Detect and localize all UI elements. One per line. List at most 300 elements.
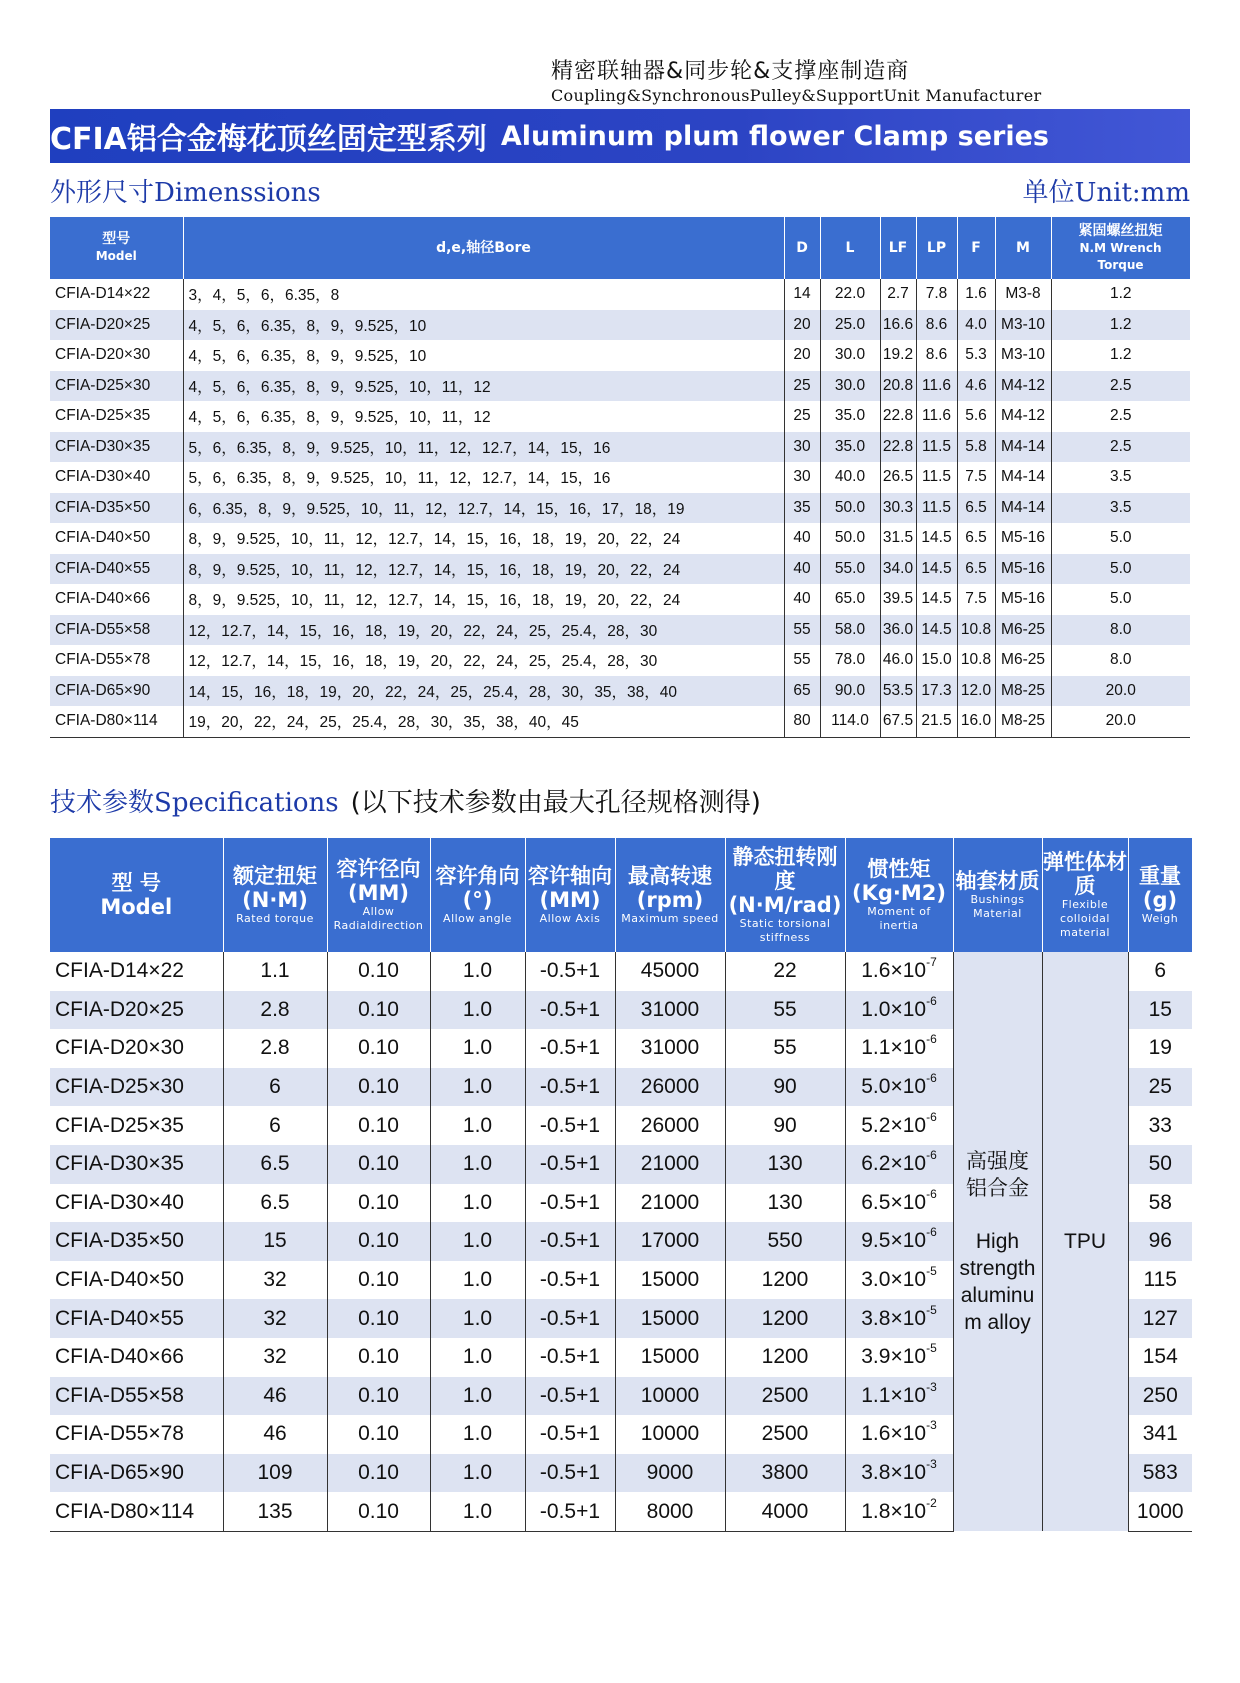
- rated-torque-cell: 32: [223, 1261, 327, 1300]
- stiffness-cell: 4000: [725, 1492, 845, 1531]
- d-cell: 80: [784, 706, 820, 737]
- company-name-cn: 精密联轴器&同步轮&支撑座制造商: [551, 59, 910, 84]
- model-cell: CFIA-D20×25: [50, 991, 223, 1030]
- rated-torque-cell: 2.8: [223, 1029, 327, 1068]
- company-tagline: [551, 58, 1071, 106]
- header-F: F: [957, 217, 995, 279]
- f-cell: 4.6: [957, 371, 995, 402]
- wrench-torque-cell: 1.2: [1051, 310, 1190, 341]
- elastomer-material-cell: TPU: [1042, 952, 1128, 1531]
- stiffness-cell: 550: [725, 1222, 845, 1261]
- inertia-exponent: -5: [926, 1264, 937, 1279]
- lf-cell: 36.0: [880, 615, 916, 646]
- stiffness-cell: 2500: [725, 1415, 845, 1454]
- model-cell: CFIA-D14×22: [50, 279, 183, 310]
- radial-cell: 0.10: [327, 1377, 430, 1416]
- inertia-cell: [845, 1415, 953, 1454]
- model-cell: CFIA-D20×30: [50, 1029, 223, 1068]
- lf-cell: 39.5: [880, 584, 916, 615]
- axial-cell: -0.5+1: [525, 1222, 615, 1261]
- weight-cell: 50: [1128, 1145, 1192, 1184]
- lf-cell: 53.5: [880, 676, 916, 707]
- stiffness-cell: 22: [725, 952, 845, 991]
- inertia-exponent: -6: [926, 1071, 937, 1086]
- table-row: [50, 615, 1190, 646]
- bushing-material-cell: [953, 952, 1042, 1531]
- model-cell: CFIA-D20×30: [50, 340, 183, 371]
- inertia-base: 1.1×10: [861, 1383, 927, 1407]
- inertia-exponent: -3: [926, 1418, 937, 1433]
- series-title-cn: CFIA铝合金梅花顶丝固定型系列: [50, 122, 487, 157]
- d-cell: 65: [784, 676, 820, 707]
- angle-cell: 1.0: [430, 1029, 525, 1068]
- model-cell: CFIA-D35×50: [50, 1222, 223, 1261]
- model-cell: CFIA-D35×50: [50, 493, 183, 524]
- model-cell: CFIA-D65×90: [50, 1454, 223, 1493]
- model-cell: CFIA-D25×35: [50, 1106, 223, 1145]
- model-cell: CFIA-D55×58: [50, 1377, 223, 1416]
- radial-cell: 0.10: [327, 1222, 430, 1261]
- bore-cell: 8，9，9.525，10，11，12，12.7，14，15，16，18，19，20，22，24: [183, 584, 784, 615]
- specifications-header-row: [50, 838, 1192, 952]
- header-LP: LP: [916, 217, 957, 279]
- rated-torque-cell: 2.8: [223, 991, 327, 1030]
- rated-torque-cell: 32: [223, 1299, 327, 1338]
- inertia-cell: [845, 1338, 953, 1377]
- rated-torque-cell: 1.1: [223, 952, 327, 991]
- speed-cell: 8000: [615, 1492, 725, 1531]
- dimensions-title: [50, 172, 321, 209]
- bore-cell: 4，5，6，6.35，8，9，9.525，10: [183, 310, 784, 341]
- weight-cell: 15: [1128, 991, 1192, 1030]
- stiffness-cell: 3800: [725, 1454, 845, 1493]
- radial-cell: 0.10: [327, 1106, 430, 1145]
- stiffness-cell: 1200: [725, 1338, 845, 1377]
- header-bore: d,e,轴径Bore: [183, 217, 784, 279]
- radial-cell: 0.10: [327, 1415, 430, 1454]
- model-cell: CFIA-D55×58: [50, 615, 183, 646]
- l-cell: 30.0: [820, 340, 880, 371]
- l-cell: 35.0: [820, 401, 880, 432]
- inertia-exponent: -6: [926, 993, 937, 1008]
- rated-torque-cell: 46: [223, 1377, 327, 1416]
- header-axial: 容许轴向 (MM) Allow Axis: [525, 838, 615, 952]
- bore-cell: 8，9，9.525，10，11，12，12.7，14，15，16，18，19，20，22，24: [183, 554, 784, 585]
- angle-cell: 1.0: [430, 1106, 525, 1145]
- specifications-title-en: Specifications: [154, 788, 339, 818]
- inertia-exponent: -7: [926, 955, 937, 970]
- header-torque: 紧固螺丝扭矩 N.M Wrench Torque: [1051, 217, 1190, 279]
- model-cell: CFIA-D40×50: [50, 1261, 223, 1300]
- speed-cell: 45000: [615, 952, 725, 991]
- f-cell: 5.3: [957, 340, 995, 371]
- table-row: [50, 432, 1190, 463]
- stiffness-cell: 55: [725, 991, 845, 1030]
- m-cell: M4-12: [995, 401, 1051, 432]
- stiffness-cell: 55: [725, 1029, 845, 1068]
- inertia-exponent: -6: [926, 1109, 937, 1124]
- lp-cell: 11.5: [916, 493, 957, 524]
- angle-cell: 1.0: [430, 1222, 525, 1261]
- l-cell: 55.0: [820, 554, 880, 585]
- inertia-cell: [845, 1106, 953, 1145]
- inertia-exponent: -5: [926, 1302, 937, 1317]
- weight-cell: 1000: [1128, 1492, 1192, 1531]
- m-cell: M3-8: [995, 279, 1051, 310]
- inertia-exponent: -6: [926, 1148, 937, 1163]
- speed-cell: 15000: [615, 1261, 725, 1300]
- axial-cell: -0.5+1: [525, 1068, 615, 1107]
- lp-cell: 7.8: [916, 279, 957, 310]
- radial-cell: 0.10: [327, 1338, 430, 1377]
- f-cell: 4.0: [957, 310, 995, 341]
- lf-cell: 22.8: [880, 401, 916, 432]
- header-M: M: [995, 217, 1051, 279]
- speed-cell: 26000: [615, 1068, 725, 1107]
- radial-cell: 0.10: [327, 1261, 430, 1300]
- m-cell: M4-14: [995, 432, 1051, 463]
- speed-cell: 15000: [615, 1338, 725, 1377]
- d-cell: 30: [784, 432, 820, 463]
- dimensions-header-row: [50, 217, 1190, 279]
- rated-torque-cell: 6.5: [223, 1145, 327, 1184]
- d-cell: 40: [784, 584, 820, 615]
- inertia-cell: [845, 952, 953, 991]
- model-cell: CFIA-D40×55: [50, 1299, 223, 1338]
- lp-cell: 14.5: [916, 584, 957, 615]
- f-cell: 5.6: [957, 401, 995, 432]
- lp-cell: 14.5: [916, 523, 957, 554]
- bore-cell: 12，12.7，14，15，16，18，19，20，22，24，25，25.4，28，30: [183, 645, 784, 676]
- speed-cell: 21000: [615, 1184, 725, 1223]
- weight-cell: 19: [1148, 1036, 1172, 1060]
- m-cell: M4-12: [995, 371, 1051, 402]
- rated-torque-cell: 46: [223, 1415, 327, 1454]
- rated-torque-cell: 15: [223, 1222, 327, 1261]
- table-row: [50, 279, 1190, 310]
- f-cell: 7.5: [957, 462, 995, 493]
- table-row: [50, 310, 1190, 341]
- d-cell: 55: [784, 645, 820, 676]
- header-elastomer: 弹性体材质 Flexible colloidal material: [1042, 838, 1128, 952]
- bore-cell: 5，6，6.35，8，9，9.525，10，11，12，12.7，14，15，16: [183, 432, 784, 463]
- m-cell: M5-16: [995, 554, 1051, 585]
- specifications-title-cn: 技术参数: [50, 788, 155, 818]
- weight-cell: 33: [1148, 1113, 1172, 1137]
- lp-cell: 8.6: [916, 310, 957, 341]
- series-banner: [50, 109, 1190, 163]
- d-cell: 40: [784, 523, 820, 554]
- inertia-exponent: -6: [926, 1186, 937, 1201]
- radial-cell: 0.10: [327, 952, 430, 991]
- angle-cell: 1.0: [430, 1454, 525, 1493]
- lf-cell: 67.5: [880, 706, 916, 737]
- wrench-torque-cell: 5.0: [1051, 554, 1190, 585]
- inertia-base: 3.8×10: [861, 1461, 927, 1485]
- angle-cell: 1.0: [430, 1261, 525, 1300]
- table-row: [50, 952, 1192, 991]
- inertia-cell: [845, 1222, 953, 1261]
- speed-cell: 21000: [615, 1145, 725, 1184]
- stiffness-cell: 1200: [725, 1299, 845, 1338]
- header-speed: 最高转速 (rpm) Maximum speed: [615, 838, 725, 952]
- lf-cell: 31.5: [880, 523, 916, 554]
- axial-cell: -0.5+1: [525, 1106, 615, 1145]
- inertia-exponent: -2: [926, 1495, 937, 1510]
- company-name-en: Coupling&SynchronousPulley&SupportUnit Manufacturer: [551, 86, 1042, 105]
- model-cell: CFIA-D25×30: [50, 371, 183, 402]
- angle-cell: 1.0: [430, 991, 525, 1030]
- table-row: [50, 676, 1190, 707]
- rated-torque-cell: 109: [223, 1454, 327, 1493]
- inertia-cell: [845, 1299, 953, 1338]
- l-cell: 50.0: [820, 523, 880, 554]
- lp-cell: 11.6: [916, 371, 957, 402]
- m-cell: M3-10: [995, 340, 1051, 371]
- weight-cell: 127: [1128, 1299, 1192, 1338]
- l-cell: 114.0: [820, 706, 880, 737]
- inertia-cell: [845, 1261, 953, 1300]
- header-weight: 重量 (g) Weigh: [1128, 838, 1192, 952]
- model-cell: CFIA-D30×35: [50, 1145, 223, 1184]
- d-cell: 35: [784, 493, 820, 524]
- header-model: 型号 Model: [50, 217, 183, 279]
- d-cell: 25: [784, 371, 820, 402]
- angle-cell: 1.0: [430, 1068, 525, 1107]
- inertia-cell: [845, 1184, 953, 1223]
- lf-cell: 20.8: [880, 371, 916, 402]
- axial-cell: -0.5+1: [525, 1492, 615, 1531]
- table-row: [50, 584, 1190, 615]
- stiffness-cell: 1200: [725, 1261, 845, 1300]
- inertia-base: 1.6×10: [861, 959, 927, 983]
- wrench-torque-cell: 1.2: [1109, 346, 1132, 364]
- model-cell: CFIA-D25×35: [50, 401, 183, 432]
- wrench-torque-cell: 1.2: [1109, 285, 1132, 303]
- inertia-exponent: -3: [926, 1457, 937, 1472]
- wrench-torque-cell: 3.5: [1109, 468, 1132, 486]
- bushing-material-en: High strength aluminu m alloy: [959, 1229, 1036, 1334]
- inertia-base: 1.6×10: [861, 1422, 927, 1446]
- l-cell: 58.0: [820, 615, 880, 646]
- wrench-torque-cell: 5.0: [1109, 590, 1132, 608]
- stiffness-cell: 90: [725, 1068, 845, 1107]
- specifications-table: [50, 838, 1193, 1532]
- table-row: [50, 462, 1190, 493]
- lp-cell: 17.3: [916, 676, 957, 707]
- header-LF: LF: [880, 217, 916, 279]
- weight-cell: 25: [1128, 1068, 1192, 1107]
- wrench-torque-cell: 8.0: [1051, 615, 1190, 646]
- stiffness-cell: 2500: [725, 1377, 845, 1416]
- rated-torque-cell: 6.5: [223, 1184, 327, 1223]
- radial-cell: 0.10: [327, 1184, 430, 1223]
- axial-cell: -0.5+1: [525, 1415, 615, 1454]
- axial-cell: -0.5+1: [525, 1184, 615, 1223]
- axial-cell: -0.5+1: [525, 1299, 615, 1338]
- bore-cell: 6，6.35，8，9，9.525，10，11，12，12.7，14，15，16，17，18，19: [183, 493, 784, 524]
- model-cell: CFIA-D14×22: [50, 952, 223, 991]
- lf-cell: 46.0: [880, 645, 916, 676]
- l-cell: 25.0: [820, 310, 880, 341]
- weight-cell: 250: [1128, 1377, 1192, 1416]
- l-cell: 90.0: [820, 676, 880, 707]
- angle-cell: 1.0: [430, 1338, 525, 1377]
- d-cell: 14: [784, 279, 820, 310]
- m-cell: M8-25: [995, 706, 1051, 737]
- table-row: [50, 554, 1190, 585]
- dimensions-table: [50, 217, 1191, 738]
- bushing-material-cn: 高强度铝合金: [966, 1149, 1029, 1200]
- stiffness-cell: 90: [725, 1106, 845, 1145]
- bore-cell: 12，12.7，14，15，16，18，19，20，22，24，25，25.4，28，30: [183, 615, 784, 646]
- wrench-torque-cell: 5.0: [1109, 529, 1132, 547]
- angle-cell: 1.0: [430, 1377, 525, 1416]
- d-cell: 30: [784, 462, 820, 493]
- inertia-base: 5.0×10: [861, 1075, 927, 1099]
- lp-cell: 11.6: [916, 401, 957, 432]
- table-row: [50, 706, 1190, 737]
- speed-cell: 31000: [615, 991, 725, 1030]
- inertia-cell: [845, 1145, 953, 1184]
- inertia-cell: [845, 1029, 953, 1068]
- lf-cell: 19.2: [880, 340, 916, 371]
- header-angle: 容许角向(°) Allow angle: [430, 838, 525, 952]
- inertia-exponent: -5: [926, 1341, 937, 1356]
- inertia-base: 6.5×10: [861, 1190, 927, 1214]
- l-cell: 65.0: [820, 584, 880, 615]
- weight-cell: 154: [1142, 1345, 1178, 1369]
- model-cell: CFIA-D25×30: [50, 1068, 223, 1107]
- f-cell: 10.8: [957, 645, 995, 676]
- angle-cell: 1.0: [430, 1415, 525, 1454]
- header-radial: 容许径向 (MM) Allow Radialdirection: [327, 838, 430, 952]
- wrench-torque-cell: 20.0: [1051, 676, 1190, 707]
- d-cell: 20: [784, 340, 820, 371]
- wrench-torque-cell: 2.5: [1051, 371, 1190, 402]
- axial-cell: -0.5+1: [525, 1029, 615, 1068]
- lp-cell: 8.6: [916, 340, 957, 371]
- d-cell: 20: [784, 310, 820, 341]
- bore-cell: 8，9，9.525，10，11，12，12.7，14，15，16，18，19，20，22，24: [183, 523, 784, 554]
- f-cell: 6.5: [957, 523, 995, 554]
- radial-cell: 0.10: [327, 1492, 430, 1531]
- weight-cell: 583: [1128, 1454, 1192, 1493]
- m-cell: M3-10: [995, 310, 1051, 341]
- m-cell: M6-25: [995, 615, 1051, 646]
- l-cell: 78.0: [820, 645, 880, 676]
- model-cell: CFIA-D55×78: [50, 645, 183, 676]
- model-cell: CFIA-D55×78: [50, 1415, 223, 1454]
- weight-cell: 341: [1142, 1422, 1178, 1446]
- bore-cell: 4，5，6，6.35，8，9，9.525，10，11，12: [183, 371, 784, 402]
- l-cell: 50.0: [820, 493, 880, 524]
- lf-cell: 34.0: [880, 554, 916, 585]
- axial-cell: -0.5+1: [525, 1454, 615, 1493]
- header-D: D: [784, 217, 820, 279]
- angle-cell: 1.0: [430, 1492, 525, 1531]
- inertia-base: 5.2×10: [861, 1113, 927, 1137]
- axial-cell: -0.5+1: [525, 991, 615, 1030]
- dimensions-title-cn: 外形尺寸: [50, 178, 155, 208]
- model-cell: CFIA-D30×40: [50, 1184, 223, 1223]
- lp-cell: 11.5: [916, 432, 957, 463]
- model-cell: CFIA-D40×50: [50, 523, 183, 554]
- bore-cell: 19，20，22，24，25，25.4，28，30，35，38，40，45: [183, 706, 784, 737]
- weight-cell: 96: [1128, 1222, 1192, 1261]
- table-row: [50, 645, 1190, 676]
- table-row: [50, 340, 1190, 371]
- radial-cell: 0.10: [327, 1029, 430, 1068]
- f-cell: 16.0: [957, 706, 995, 737]
- inertia-exponent: -6: [926, 1032, 937, 1047]
- d-cell: 55: [784, 615, 820, 646]
- angle-cell: 1.0: [430, 1299, 525, 1338]
- bore-cell: 3，4，5，6，6.35，8: [183, 279, 784, 310]
- lf-cell: 2.7: [880, 279, 916, 310]
- weight-cell: 58: [1148, 1190, 1172, 1214]
- lp-cell: 21.5: [916, 706, 957, 737]
- lf-cell: 26.5: [880, 462, 916, 493]
- model-cell: CFIA-D65×90: [50, 676, 183, 707]
- header-bushing: 轴套材质 Bushings Material: [953, 838, 1042, 952]
- angle-cell: 1.0: [430, 1184, 525, 1223]
- inertia-base: 3.8×10: [861, 1306, 927, 1330]
- wrench-torque-cell: 20.0: [1051, 706, 1190, 737]
- radial-cell: 0.10: [327, 1454, 430, 1493]
- lf-cell: 16.6: [880, 310, 916, 341]
- m-cell: M4-14: [995, 493, 1051, 524]
- model-cell: CFIA-D30×35: [50, 432, 183, 463]
- header-stiffness: 静态扭转刚度 (N·M/rad) Static torsional stiffness: [725, 838, 845, 952]
- m-cell: M6-25: [995, 645, 1051, 676]
- speed-cell: 15000: [615, 1299, 725, 1338]
- inertia-cell: [845, 1454, 953, 1493]
- inertia-base: 3.9×10: [861, 1345, 927, 1369]
- radial-cell: 0.10: [327, 1145, 430, 1184]
- stiffness-cell: 130: [725, 1145, 845, 1184]
- inertia-base: 1.8×10: [861, 1499, 927, 1523]
- wrench-torque-cell: 2.5: [1109, 407, 1132, 425]
- model-cell: CFIA-D40×66: [50, 1338, 223, 1377]
- header-L: L: [820, 217, 880, 279]
- inertia-exponent: -6: [926, 1225, 937, 1240]
- wrench-torque-cell: 8.0: [1109, 651, 1132, 669]
- inertia-cell: [845, 991, 953, 1030]
- axial-cell: -0.5+1: [525, 1338, 615, 1377]
- lp-cell: 14.5: [916, 554, 957, 585]
- inertia-base: 1.1×10: [861, 1036, 927, 1060]
- rated-torque-cell: 6: [223, 1106, 327, 1145]
- lf-cell: 22.8: [880, 432, 916, 463]
- inertia-base: 1.0×10: [861, 997, 927, 1021]
- specifications-title: [50, 782, 761, 819]
- header-inertia: 惯性矩 (Kg·M2) Moment of inertia: [845, 838, 953, 952]
- specifications-note: (以下技术参数由最大孔径规格测得): [350, 788, 761, 818]
- l-cell: 22.0: [820, 279, 880, 310]
- d-cell: 25: [784, 401, 820, 432]
- f-cell: 7.5: [957, 584, 995, 615]
- radial-cell: 0.10: [327, 1068, 430, 1107]
- inertia-base: 6.2×10: [861, 1152, 927, 1176]
- d-cell: 40: [784, 554, 820, 585]
- stiffness-cell: 130: [725, 1184, 845, 1223]
- model-cell: CFIA-D40×55: [50, 554, 183, 585]
- dimensions-title-en: Dimenssions: [154, 178, 321, 208]
- bore-cell: 4，5，6，6.35，8，9，9.525，10: [183, 340, 784, 371]
- m-cell: M4-14: [995, 462, 1051, 493]
- radial-cell: 0.10: [327, 1299, 430, 1338]
